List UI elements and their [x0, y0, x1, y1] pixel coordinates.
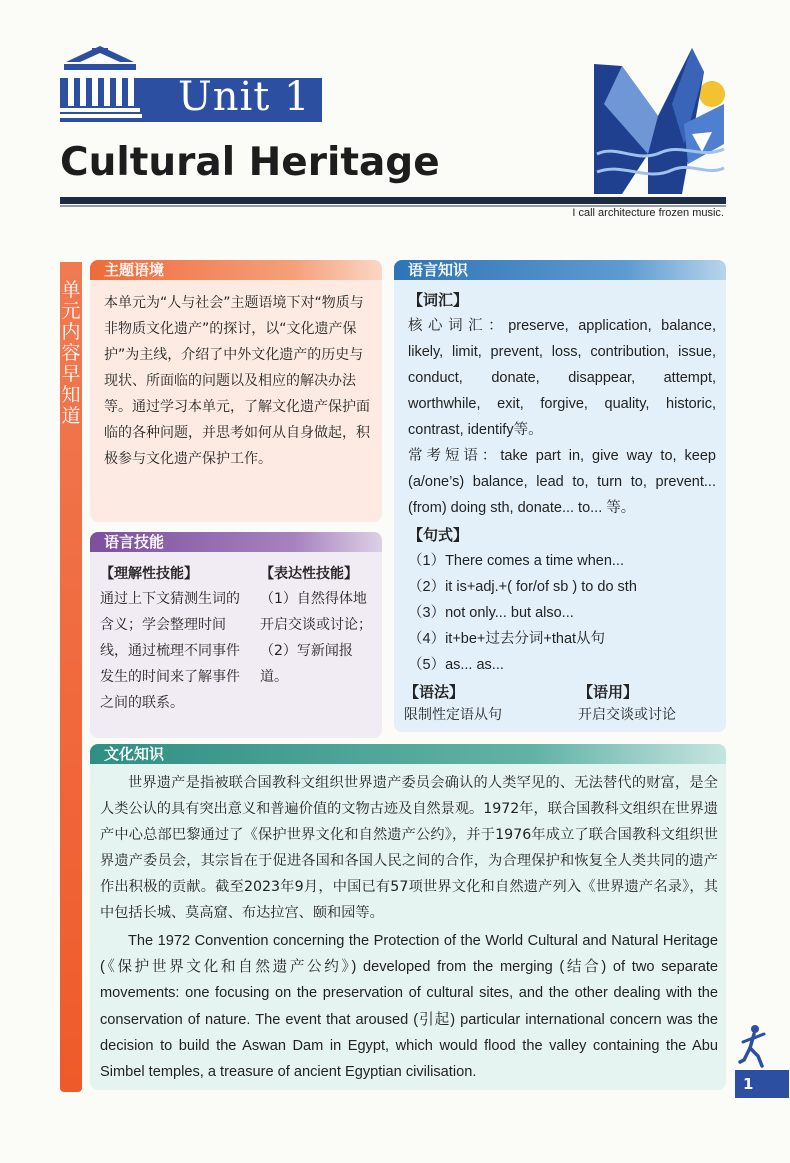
sentence-pattern: （5）as... as... — [408, 657, 504, 673]
expression-item: （1）自然得体地开启交谈或讨论； — [260, 591, 372, 633]
theme-heading: 主题语境 — [90, 260, 382, 280]
language-heading: 语言知识 — [394, 260, 726, 280]
comprehension-column — [100, 562, 250, 716]
unit-title: Unit 1 — [178, 74, 311, 120]
language-box — [394, 260, 726, 732]
sentence-pattern: （3）not only... but also... — [408, 605, 574, 621]
vocab-heading: 【词汇】 — [408, 291, 469, 309]
grammar-column — [404, 680, 564, 725]
side-tab — [60, 262, 82, 1092]
expression-heading: 【表达性技能】 — [260, 566, 358, 582]
comprehension-heading: 【理解性技能】 — [100, 566, 198, 582]
skills-box — [90, 532, 382, 738]
sentence-pattern: （2）it is+adj.+( for/of sb ) to do sth — [408, 579, 637, 595]
page-number: 1 — [735, 1070, 789, 1098]
grammar-heading: 【语法】 — [404, 683, 465, 701]
phrases: 常考短语：take part in, give way to, keep (a/one’s) balance, lead to, turn to, prevent...(from) doing sth, donate... to... 等。 — [408, 448, 716, 516]
usage-column — [578, 680, 716, 725]
sentence-pattern: （4）it+be+过去分词+that从句 — [408, 631, 606, 647]
expression-item: （2）写新闻报道。 — [260, 643, 353, 685]
expression-column — [260, 562, 372, 690]
culture-heading: 文化知识 — [90, 744, 726, 764]
side-tab-label: 单元内容早知道 — [61, 279, 81, 427]
classical-building-icon — [58, 44, 142, 122]
tagline: I call architecture frozen music. — [572, 207, 724, 219]
sentence-pattern: （1）There comes a time when... — [408, 553, 624, 569]
culture-english-text: The 1972 Convention concerning the Protection of the World Cultural and Natural Heritage (《保护世界文化和自然遗产公约》) developed from the merging (结合) of two separate movements: one focusing on the preservation of cultural sites, and the other dealing with the conservation of nature. The event that aroused (引起) particular international concern was the decision to build the Aswan Dam in Egypt, which would flood the valley containing the Abu Simbel temples, a treasure of ancient Egyptian civilisation. — [100, 933, 718, 1081]
comprehension-text: 通过上下文猜测生词的含义；学会整理时间线，通过梳理不同事件发生的时间来了解事件之间的联系。 — [100, 591, 240, 711]
sentence-heading: 【句式】 — [408, 526, 469, 544]
culture-chinese-text: 世界遗产是指被联合国教科文组织世界遗产委员会确认的人类罕见的、无法替代的财富，是全人类公认的具有突出意义和普遍价值的文物古迹及自然景观。1972年，联合国教科文组织在世界遗产中心总部巴黎通过了《保护世界文化和自然遗产公约》，并于1976年成立了联合国教科文组织世界遗产委员会，其宗旨在于促进各国和各国人民之间的合作，为合理保护和恢复全人类共同的遗产作出积极的贡献。截至2023年9月，中国已有57项世界文化和自然遗产列入《世界遗产名录》，其中包括长城、莫高窟、布达拉宫、颐和园等。 — [100, 775, 718, 921]
core-words: 核心词汇：preserve, application, balance, likely, limit, prevent, loss, contribution, issue, conduct, donate, disappear, attempt, worthwhile, exit, forgive, quality, historic, contrast, identify等。 — [408, 318, 716, 438]
usage-text: 开启交谈或讨论 — [578, 707, 676, 723]
skills-heading: 语言技能 — [90, 532, 382, 552]
grammar-text: 限制性定语从句 — [404, 707, 502, 723]
usage-heading: 【语用】 — [578, 683, 639, 701]
header-rule — [60, 197, 726, 204]
theme-text: 本单元为“人与社会”主题语境下对“物质与非物质文化遗产”的探讨，以“文化遗产保护”为主线，介绍了中外文化遗产的历史与现状、所面临的问题以及相应的解决办法等。通过学习本单元，了解文化遗产保护面临的各种问题，并思考如何从自身做起，积极参与文化遗产保护工作。 — [104, 295, 370, 467]
running-figure-icon — [738, 1024, 768, 1068]
page-title: Cultural Heritage — [60, 140, 440, 185]
culture-box — [90, 744, 726, 1090]
mountain-m-illustration — [592, 44, 726, 196]
theme-box — [90, 260, 382, 522]
